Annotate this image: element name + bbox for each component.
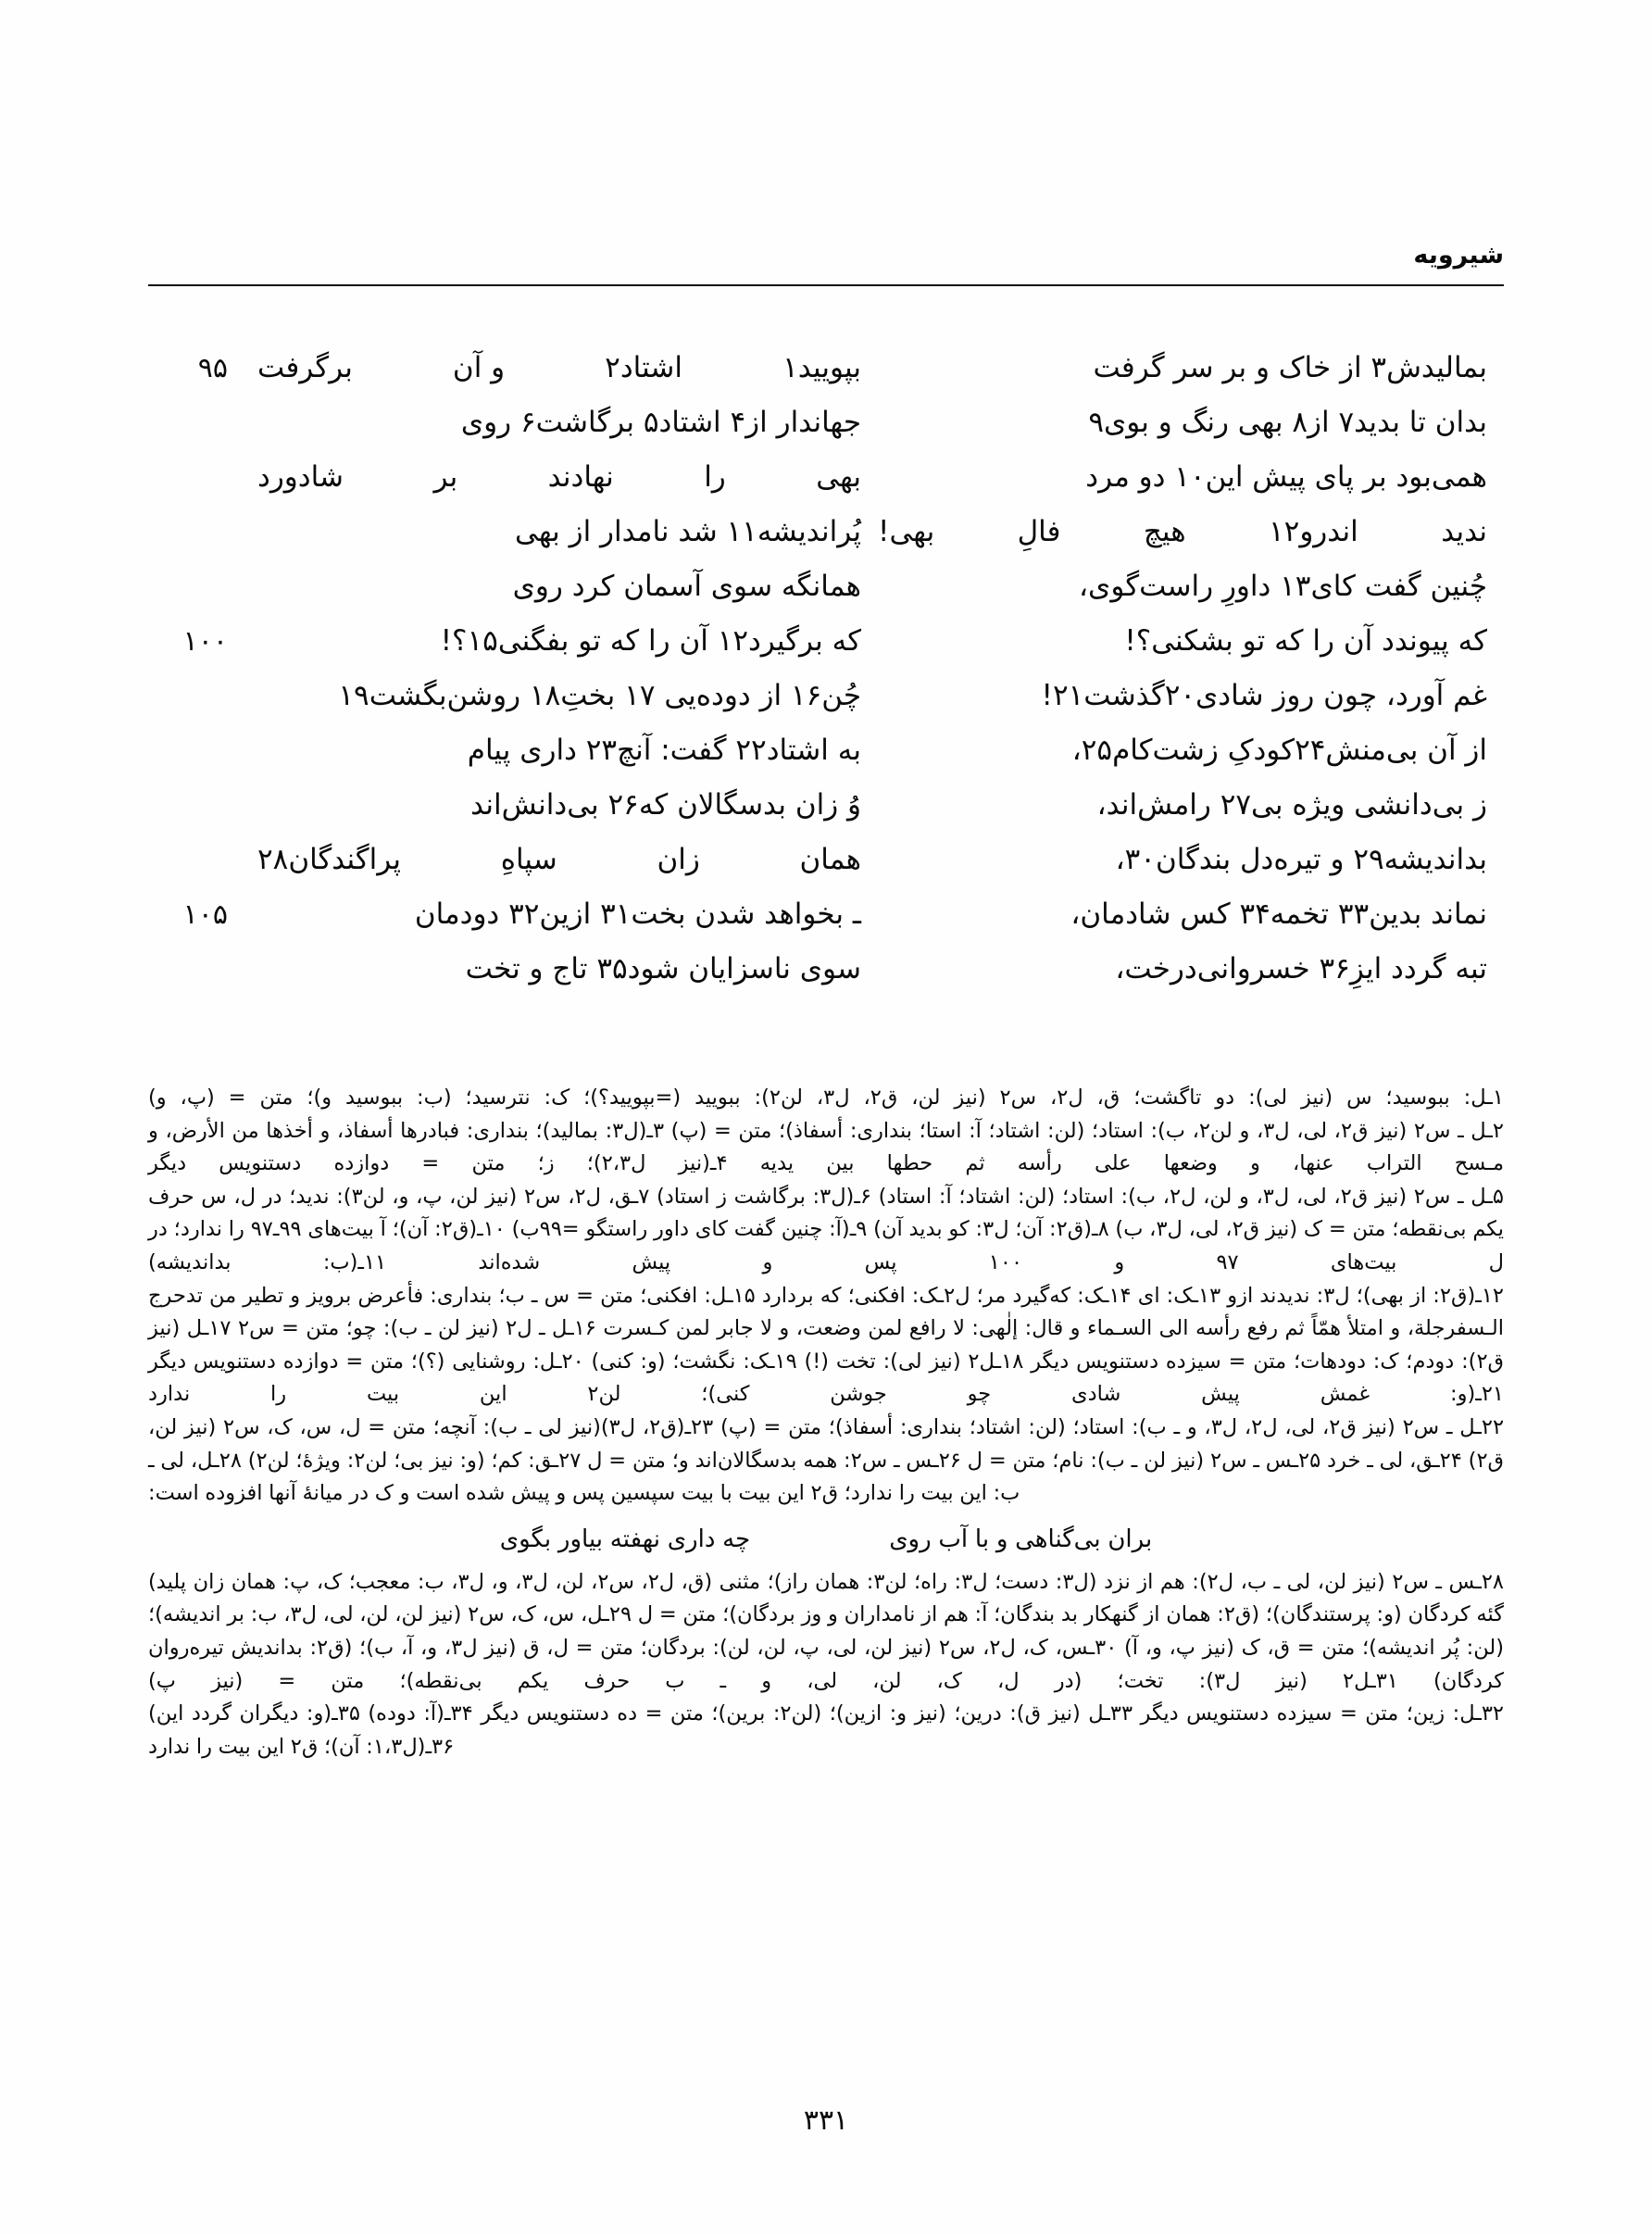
hemistich-left bbox=[869, 395, 1504, 450]
hemistich-right-w2: و آن bbox=[452, 351, 506, 384]
hemistich-right-w1: زان bbox=[657, 843, 700, 876]
hemistich-right-w0: بپویید۱ bbox=[782, 351, 861, 384]
verse-row bbox=[148, 778, 1504, 833]
hemistich-left-w2: هیچ bbox=[1143, 515, 1186, 548]
hemistich-right bbox=[233, 833, 869, 887]
verse-row bbox=[148, 669, 1504, 723]
verse-row bbox=[148, 614, 1504, 669]
hemistich-left-w4: بهی! bbox=[878, 515, 935, 548]
hemistich-right bbox=[233, 614, 869, 669]
hemistich-right bbox=[233, 559, 869, 614]
verse-block bbox=[148, 341, 1504, 997]
page-number: ۳۳۱ bbox=[803, 2104, 849, 2137]
hemistich-left bbox=[869, 778, 1504, 833]
apparatus-note: ۵ـل ـ س۲ (نیز ق۲، لی، ل۳، و لن، ل۲، ب): استاد؛ (لن: اشتاد؛ آ: استاد) ۶ـ(ل۳: برگاشت ز استاد) ۷ـق، ل۲، س۲ (نیز لن، پ، و، لن۳): ندید؛ در ل، س حرف یکم بی‌نقطه؛ متن = ک (نیز ق۲، لی، ل۳، ب) ۸ـ(ق۲: آن؛ ل۳: کو بدید آن) ۹ـ(آ: چنین گفت کای داور راستگو =۹۹ب) ۱۰ـ(ق۲: آن)؛ آ بیت‌های ۹۹ـ۹۷ را ندارد؛ در ل بیت‌های ۹۷ و ۱۰۰ پس و پیش شده‌اند ۱۱ـ(ب: بداندیشه) bbox=[148, 1184, 1504, 1274]
hemistich-right-text: که برگیرد۱۲ آن را که تو بفگنی۱۵؟! bbox=[440, 624, 861, 658]
verse-row bbox=[148, 559, 1504, 614]
hemistich-left-text: غم آورد، چون روز شادی۲۰گذشت۲۱! bbox=[1041, 679, 1487, 712]
apparatus-note: ۳۲ـل: زین؛ متن = سیزده دستنویس دیگر ۳۳ـل (نیز ق): درین؛ (نیز و: ازین)؛ (لن۲: برین)؛ متن = ده دستنویس دیگر ۳۴ـ(آ: دوده) ۳۵ـ(و: دیگران گردد این) ۳۶ـ(ل۱،۳: آن)؛ ق۲ این بیت را ندارد bbox=[148, 1701, 1505, 1759]
hemistich-right-w0: همان bbox=[799, 843, 861, 876]
hemistich-right-w2: سپاهِ bbox=[500, 843, 557, 876]
hemistich-right-text: به اشتاد۲۲ گفت: آنچ۲۳ داری پیام bbox=[467, 734, 861, 767]
hemistich-right bbox=[233, 395, 869, 450]
verse-row bbox=[148, 341, 1504, 395]
verse-row bbox=[148, 887, 1504, 942]
hemistich-right-w4: شادورد bbox=[257, 460, 344, 494]
hemistich-left bbox=[869, 833, 1504, 887]
hemistich-right bbox=[233, 778, 869, 833]
hemistich-right bbox=[233, 450, 869, 505]
verse-row bbox=[148, 505, 1504, 559]
verse-row bbox=[148, 833, 1504, 887]
hemistich-right-w1: اشتاد۲ bbox=[605, 351, 683, 384]
verse-row bbox=[148, 450, 1504, 505]
hemistich-left bbox=[869, 669, 1504, 723]
hemistich-left-w0: ندید bbox=[1441, 515, 1487, 548]
hemistich-right-text: جهاندار از۴ اشتاد۵ برگاشت۶ روی bbox=[460, 406, 861, 439]
hemistich-left-text: بدان تا بدید۷ از۸ بهی رنگ و بوی۹ bbox=[1088, 406, 1487, 439]
hemistich-right bbox=[233, 887, 869, 942]
inset-couplet-left: بران بی‌گناهی و با آب روی bbox=[889, 1525, 1153, 1553]
hemistich-left bbox=[869, 450, 1504, 505]
hemistich-left bbox=[869, 942, 1504, 997]
hemistich-right-text: وُ زان بدسگالان که۲۶ بی‌دانش‌اند bbox=[470, 788, 861, 822]
verse-row bbox=[148, 723, 1504, 778]
hemistich-right-w3: بر bbox=[433, 460, 458, 494]
apparatus-note: ۲۲ـل ـ س۲ (نیز ق۲، لی، ل۲، ل۳، و ـ ب): استاد؛ (لن: اشتاد؛ بنداری: أسفاذ)؛ متن = (پ) ۲۳ـ(ق۲، ل۳)(نیز لی ـ ب): آنچه؛ متن = ل، س، ک، س۲ (نیز لن، ق۲) ۲۴ـق، لی ـ خرد ۲۵ـس ـ س۲ (نیز لن ـ ب): نام؛ متن = ل ۲۶ـس ـ س۲: همه بدسگالان‌اند و؛ متن = ل ۲۷ـق: کم؛ (و: نیز بی؛ لن۲: ویژۀ؛ لن۲) ۲۸ـل، لی ـ ب: این بیت را ندارد؛ ق۲ این بیت با بیت سپسین پس و پیش شده است و ک در میانۀ آنها افزوده است: bbox=[148, 1414, 1505, 1506]
apparatus-note: ۲۸ـس ـ س۲ (نیز لن، لی ـ ب، ل۲): هم از نزد (ل۳: دست؛ ل۳: راه؛ لن۳: همان راز)؛ مثنی (ق، ل۲، س۲، لن، ل۳، و، ل۳، ب: معجب؛ ک، پ: همان زان پلید) گئه کردگان (و: پرستندگان)؛ (ق۲: همان از گنهکار بد بندگان؛ آ: هم از نامداران و وز بردگان)؛ متن = ل ۲۹ـل، س، ک، س۲ (نیز لن، لن، لی، ل۳، ب: بر اندیشه)؛ (لن: پُر اندیشه)؛ متن = ق، ک (نیز پ، و، آ) ۳۰ـس، ک، ل۲، س۲ (نیز لن، لی، پ، لن، لن): بردگان؛ متن = ل، ق (نیز ل۳، و، آ، ب)؛ (ق۲: بداندیش تیره‌روان کردگان) ۳۱ـل۲ (نیز ل۳): تخت؛ (در ل، ک، لن، لی، و ـ ب حرف یکم بی‌نقطه)؛ متن = (نیز پ) bbox=[148, 1569, 1505, 1693]
verse-number: ۹۵ bbox=[197, 352, 228, 384]
hemistich-left-text: همی‌بود بر پای پیش این۱۰ دو مرد bbox=[1085, 460, 1487, 494]
hemistich-left bbox=[869, 505, 1504, 559]
hemistich-right-text: چُن۱۶ از دوده‌یی ۱۷ بختِ۱۸ روشن‌بگشت۱۹ bbox=[338, 679, 861, 712]
hemistich-left-w1: اندرو۱۲ bbox=[1269, 515, 1358, 548]
page-header bbox=[148, 243, 1504, 298]
hemistich-left bbox=[869, 614, 1504, 669]
hemistich-right bbox=[233, 341, 869, 395]
hemistich-right-w0: بهی bbox=[816, 460, 861, 494]
hemistich-right-w3: پراگندگان۲۸ bbox=[257, 843, 402, 876]
inset-couplet-right: چه داری نهفته بیاور بگوی bbox=[499, 1525, 751, 1553]
hemistich-left bbox=[869, 341, 1504, 395]
hemistich-left-text: بداندیشه۲۹ و تیره‌دل بندگان۳۰، bbox=[1115, 843, 1487, 876]
hemistich-left-text: که پیوندد آن را که تو بشکنی؟! bbox=[1124, 624, 1487, 658]
hemistich-right-text: ـ بخواهد شدن بخت۳۱ ازین۳۲ دودمان bbox=[414, 897, 861, 931]
hemistich-right bbox=[233, 669, 869, 723]
hemistich-left-text: تبه گردد ایزِ۳۶ خسروانی‌درخت، bbox=[1115, 952, 1487, 985]
hemistich-right-text: همانگه سوی آسمان کرد روی bbox=[512, 570, 861, 603]
critical-apparatus bbox=[148, 1082, 1504, 1763]
hemistich-left-text: چُنین گفت کای۱۳ داورِ راست‌گوی، bbox=[1079, 570, 1487, 603]
hemistich-right bbox=[233, 723, 869, 778]
apparatus-inset-couplet bbox=[148, 1516, 1504, 1563]
hemistich-right bbox=[233, 942, 869, 997]
hemistich-right-w2: نهادند bbox=[547, 460, 614, 494]
apparatus-note: ۱۲ـ(ق۲: از بهی)؛ ل۳: ندیدند ازو ۱۳ـک: ای ۱۴ـک: که‌گیرد مر؛ ل۲ـک: افکنی؛ که بردارد ۱۵ـل: افکنی؛ متن = س ـ ب؛ بنداری: فأعرض برویز و تطیر من تدحرج الـسفرجلة، و امتلأ همّاً ثم رفع رأسه الى السـماء و قال: إلٰهی: لا رافع لمن وضعت، و لا جابر لمن کـسرت ۱۶ـل ـ ل۲ (نیز لن ـ ب): چو؛ متن = س۲ ۱۷ـل (نیز ق۲): دودم؛ ک: دودهات؛ متن = سیزده دستنویس دیگر ۱۸ـل۲ (نیز لی): تخت (!) ۱۹ـک: نگشت؛ (و: کنی) ۲۰ـل: روشنایی (؟)؛ متن = دوازده دستنویس دیگر ۲۱ـ(و: غمش پیش شادی چو جوشن کنی)؛ لن۲ این بیت را ندارد bbox=[148, 1283, 1505, 1407]
verse-row bbox=[148, 395, 1504, 450]
hemistich-right-w1: را bbox=[704, 460, 726, 494]
hemistich-left bbox=[869, 887, 1504, 942]
hemistich-left-text: بمالیدش۳ از خاک و بر سر گرفت bbox=[1093, 351, 1487, 384]
verse-row bbox=[148, 942, 1504, 997]
hemistich-right-text: سوی ناسزایان شود۳۵ تاج و تخت bbox=[465, 952, 861, 985]
apparatus-note: ۱ـل: ببوسید؛ س (نیز لی): دو تاگشت؛ ق، ل۲، س۲ (نیز لن، ق۲، ل۳، لن۲): ببویید (=بپویید؟)؛ ک: نترسید؛ (ب: ببوسید و)؛ متن = (پ، و) bbox=[148, 1086, 1504, 1110]
hemistich-left bbox=[869, 723, 1504, 778]
hemistich-left-text: از آن بی‌منش۲۴کودکِ زشت‌کام۲۵، bbox=[1071, 734, 1487, 767]
hemistich-left bbox=[869, 559, 1504, 614]
apparatus-note: ۲ـل ـ س۲ (نیز ق۲، لی، ل۳، و لن۲، ب): استاد؛ (لن: اشتاد؛ آ: استا؛ بنداری: أسفاذ)؛ متن = (پ) ۳ـ(ل۳: بمالید)؛ بنداری: فبادرها أسفاذ، و أخذها من الأرض، و مـسح التراب عنها، و وضعها على رأسه ثم حطها بین یدیه ۴ـ(نیز ل۲،۳)؛ ز؛ متن = دوازده دستنویس دیگر bbox=[148, 1118, 1504, 1176]
verse-number: ۱۰۵ bbox=[182, 898, 228, 931]
hemistich-left-text: نماند بدین۳۳ تخمه۳۴ کس شادمان، bbox=[1070, 897, 1487, 931]
hemistich-left-w3: فالِ bbox=[1017, 515, 1061, 548]
hemistich-left-text: ز بی‌دانشی ویژه بی۲۷ رامش‌اند، bbox=[1096, 788, 1487, 822]
hemistich-right-text: پُراندیشه۱۱ شد نامدار از بهی bbox=[514, 515, 861, 548]
running-head: شیرویه bbox=[1413, 241, 1504, 270]
hemistich-right-w3: برگرفت bbox=[257, 351, 353, 384]
hemistich-right bbox=[233, 505, 869, 559]
verse-number: ۱۰۰ bbox=[182, 625, 228, 658]
header-rule bbox=[148, 284, 1504, 286]
